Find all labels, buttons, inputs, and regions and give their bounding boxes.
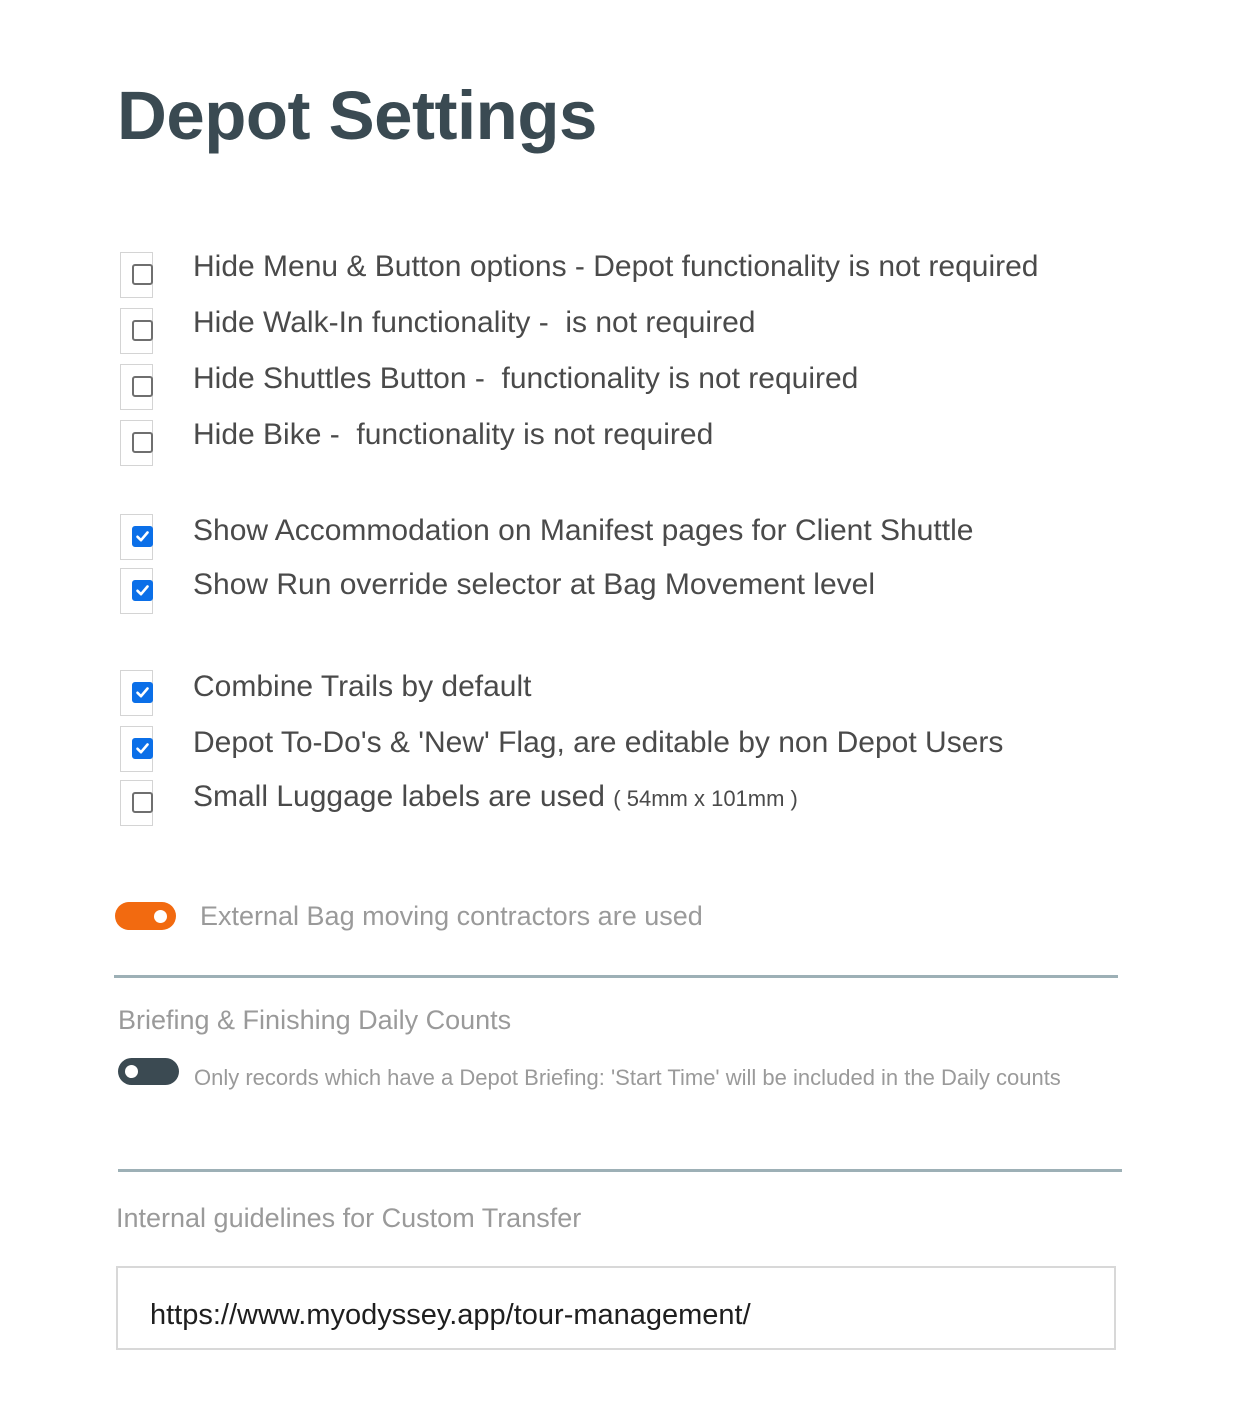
- setting-label: Show Run override selector at Bag Movement level: [193, 568, 876, 601]
- toggle-knob: [125, 1065, 138, 1078]
- setting-label: Hide Walk-In functionality - is not required: [193, 306, 756, 339]
- setting-label: Hide Bike - functionality is not required: [193, 418, 714, 451]
- checkbox-hide-menu-options[interactable]: [120, 252, 153, 298]
- label-size-note: ( 54mm x 101mm ): [613, 786, 798, 811]
- checkbox-box[interactable]: [132, 526, 153, 547]
- checkbox-small-luggage-labels[interactable]: [120, 780, 153, 826]
- checkmark-icon: [135, 529, 150, 544]
- setting-label: Hide Shuttles Button - functionality is not required: [193, 362, 859, 395]
- checkbox-hide-bike[interactable]: [120, 420, 153, 466]
- checkbox-box[interactable]: [132, 264, 153, 285]
- checkbox-hide-walk-in[interactable]: [120, 308, 153, 354]
- setting-hide-walk-in: [120, 308, 1120, 356]
- setting-label: Depot To-Do's & 'New' Flag, are editable by non Depot Users: [193, 726, 1004, 759]
- checkbox-depot-todos-editable[interactable]: [120, 726, 153, 772]
- setting-hide-bike: [120, 420, 1120, 468]
- checkmark-icon: [135, 583, 150, 598]
- setting-show-accommodation: [120, 514, 1120, 562]
- setting-hide-menu-options: [120, 252, 1120, 300]
- custom-transfer-title: Internal guidelines for Custom Transfer: [116, 1203, 582, 1233]
- setting-show-run-override: [120, 568, 1120, 616]
- contractors-label: External Bag moving contractors are used: [200, 901, 703, 931]
- checkmark-icon: [135, 685, 150, 700]
- setting-hide-shuttles-button: [120, 364, 1120, 412]
- checkbox-hide-shuttles-button[interactable]: [120, 364, 153, 410]
- contractors-toggle[interactable]: [115, 902, 176, 930]
- checkbox-box[interactable]: [132, 320, 153, 341]
- checkbox-box[interactable]: [132, 580, 153, 601]
- section-divider: [114, 975, 1118, 978]
- checkbox-show-run-override[interactable]: [120, 568, 153, 614]
- setting-label: Small Luggage labels are used: [193, 780, 605, 813]
- daily-counts-title: Briefing & Finishing Daily Counts: [118, 1005, 512, 1035]
- toggle-knob: [154, 910, 167, 923]
- page-title: Depot Settings: [117, 77, 597, 154]
- setting-label: Hide Menu & Button options - Depot functionality is not required: [193, 250, 1039, 283]
- checkbox-box[interactable]: [132, 432, 153, 453]
- setting-label: Combine Trails by default: [193, 670, 532, 703]
- checkbox-box[interactable]: [132, 376, 153, 397]
- checkbox-box[interactable]: [132, 738, 153, 759]
- checkbox-combine-trails[interactable]: [120, 670, 153, 716]
- section-divider: [118, 1169, 1122, 1172]
- setting-combine-trails: [120, 670, 1120, 718]
- setting-depot-todos-editable: [120, 726, 1120, 774]
- checkbox-box[interactable]: [132, 682, 153, 703]
- checkbox-show-accommodation[interactable]: [120, 514, 153, 560]
- setting-label-wrap: [193, 782, 798, 814]
- checkbox-box[interactable]: [132, 792, 153, 813]
- custom-transfer-url-input[interactable]: https://www.myodyssey.app/tour-management/: [116, 1266, 1116, 1350]
- setting-label: Show Accommodation on Manifest pages for Client Shuttle: [193, 514, 974, 547]
- daily-counts-toggle[interactable]: [118, 1058, 179, 1085]
- daily-counts-description: Only records which have a Depot Briefing: 'Start Time' will be included in the Daily counts: [194, 1065, 1061, 1090]
- checkmark-icon: [135, 741, 150, 756]
- setting-small-luggage-labels: [120, 780, 1120, 828]
